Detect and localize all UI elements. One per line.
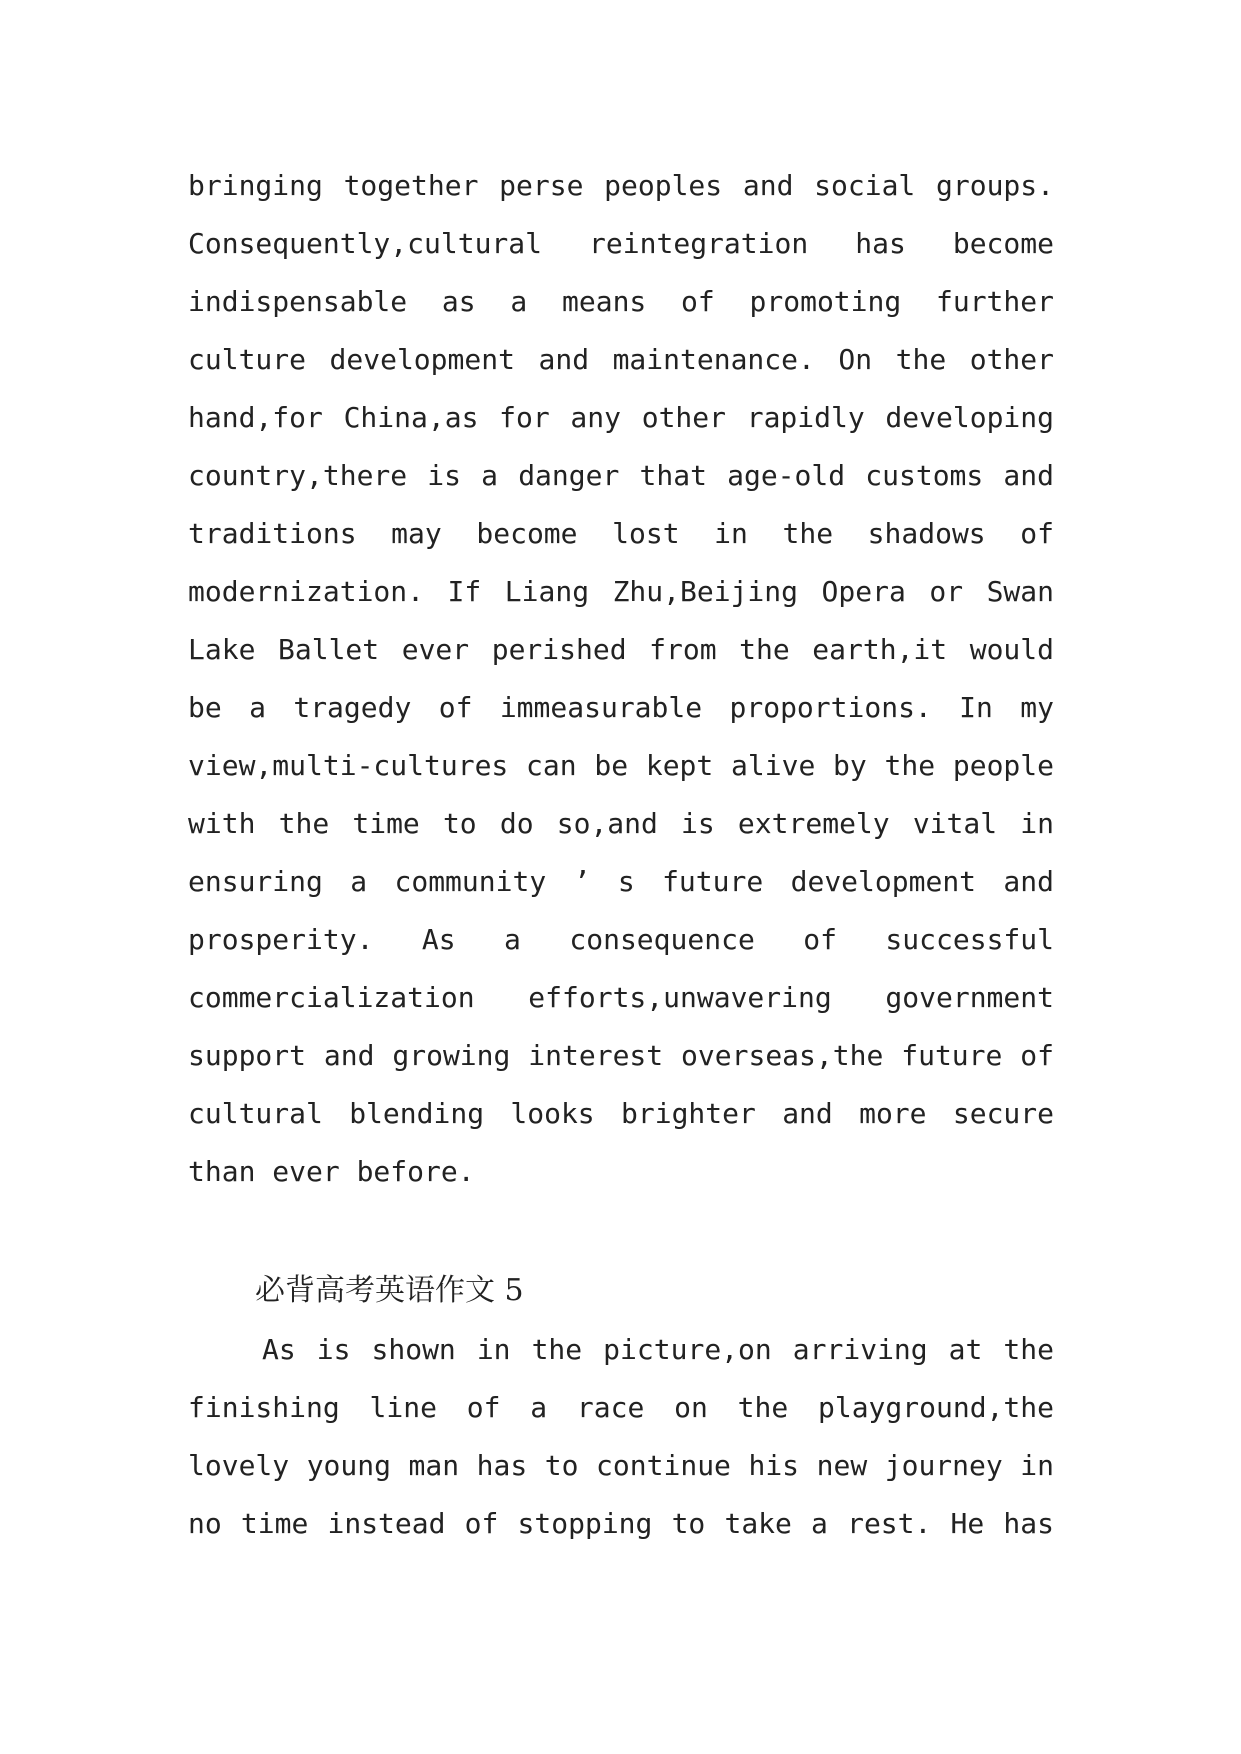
paragraph-line: with the time to do so,and is extremely vital in <box>188 807 1054 840</box>
paragraph-line: commercialization efforts,unwavering government <box>188 981 1054 1014</box>
paragraph-line: modernization. If Liang Zhu,Beijing Opera or Swan <box>188 575 1054 608</box>
paragraph-line: ensuring a community ’ s future development and <box>188 865 1054 898</box>
section-heading: 必背高考英语作文 5 <box>255 1273 524 1308</box>
paragraph-line: Lake Ballet ever perished from the earth,it would <box>188 633 1054 666</box>
paragraph-line: As is shown in the picture,on arriving at the <box>262 1333 1054 1366</box>
paragraph-line: lovely young man has to continue his new journey in <box>188 1449 1054 1482</box>
paragraph-line: prosperity. As a consequence of successful <box>188 923 1054 956</box>
paragraph-line: no time instead of stopping to take a rest. He has <box>188 1507 1054 1540</box>
paragraph-line: bringing together perse peoples and social groups. <box>188 169 1054 202</box>
paragraph-line: finishing line of a race on the playground,the <box>188 1391 1054 1424</box>
paragraph-line: culture development and maintenance. On the other <box>188 343 1054 376</box>
paragraph-line: country,there is a danger that age-old customs and <box>188 459 1054 492</box>
paragraph-line: hand,for China,as for any other rapidly developing <box>188 401 1054 434</box>
paragraph-line: support and growing interest overseas,the future of <box>188 1039 1054 1072</box>
paragraph-line: indispensable as a means of promoting further <box>188 285 1054 318</box>
paragraph-line: be a tragedy of immeasurable proportions. In my <box>188 691 1054 724</box>
paragraph-line: Consequently,cultural reintegration has become <box>188 227 1054 260</box>
paragraph-line: view,multi-cultures can be kept alive by the people <box>188 749 1054 782</box>
paragraph-line: traditions may become lost in the shadows of <box>188 517 1054 550</box>
paragraph-line: cultural blending looks brighter and more secure <box>188 1097 1054 1130</box>
paragraph-line: than ever before. <box>188 1155 475 1188</box>
